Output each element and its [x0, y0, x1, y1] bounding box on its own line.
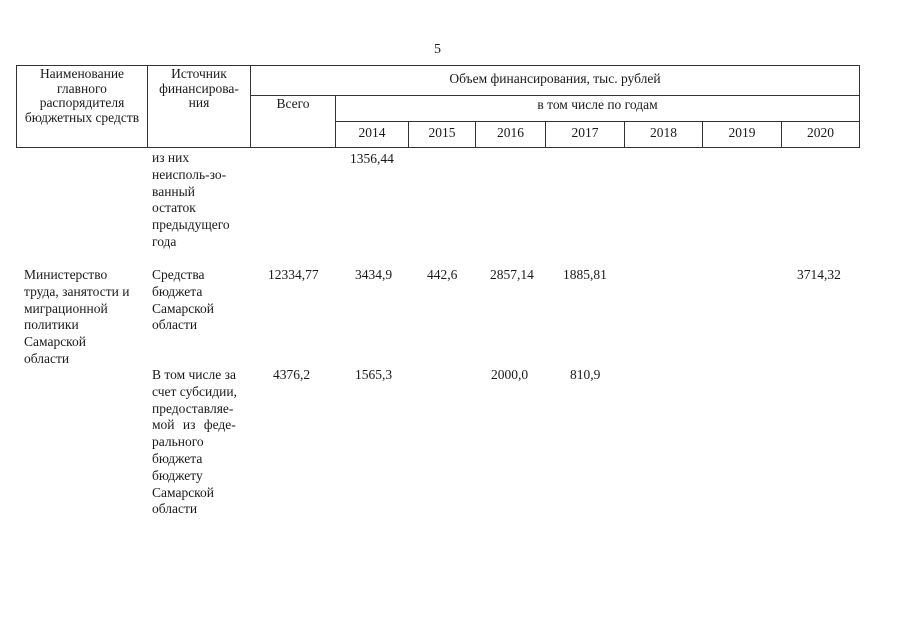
row-2-value-2017: 1885,81: [563, 267, 607, 282]
header-year-2016: 2016: [497, 125, 524, 140]
name-line: труда, занятости и: [24, 283, 130, 299]
row-2-total: 12334,77: [268, 267, 319, 282]
row-3-value-2017: 810,9: [570, 367, 601, 382]
source-line: мой из феде-: [152, 417, 236, 433]
header-year-2018: 2018: [650, 125, 677, 140]
header-year-2014: 2014: [358, 125, 386, 140]
row-3-total: 4376,2: [273, 367, 311, 382]
source-line: остаток: [152, 200, 196, 216]
row-3-value-2014: 1565,3: [355, 367, 393, 382]
row-2-value-2020: 3714,32: [797, 267, 841, 282]
source-line: предыдущего: [152, 217, 230, 233]
page-number: 5: [434, 42, 441, 57]
row-3-value-2016: 2000,0: [491, 367, 529, 382]
row-2-value-2016: 2857,14: [490, 267, 534, 282]
name-line: Самарской: [24, 334, 87, 350]
header-year-2017: 2017: [571, 125, 599, 140]
header-name-column: Наименование главного распорядителя бюджетных средств: [24, 66, 140, 125]
header-by-years: в том числе по годам: [537, 97, 658, 112]
source-line: рального: [152, 434, 204, 450]
name-line: Министерство: [24, 267, 108, 282]
source-line: В том числе за: [152, 367, 236, 382]
row-2-value-2015: 442,6: [427, 267, 458, 282]
source-line: счет субсидии,: [152, 383, 237, 399]
name-line: политики: [24, 317, 79, 333]
header-year-2015: 2015: [428, 125, 456, 140]
source-line: предоставляе-: [152, 400, 234, 416]
header-year-2020: 2020: [807, 125, 834, 140]
header-total: Всего: [276, 96, 310, 111]
source-line: бюджета: [152, 283, 203, 299]
row-1-source: [152, 150, 230, 251]
source-line: бюджета: [152, 450, 203, 466]
source-line: Самарской: [152, 300, 215, 316]
source-line: неисполь-зо-: [152, 166, 227, 182]
source-line: области: [152, 317, 198, 333]
source-line: года: [152, 233, 177, 249]
row-3-source: [152, 367, 250, 518]
source-line: из них: [152, 150, 190, 165]
source-line: Самарской: [152, 484, 215, 500]
row-2-source: [152, 267, 214, 334]
header-year-2019: 2019: [728, 125, 756, 140]
name-line: области: [24, 350, 70, 366]
source-line: Средства: [152, 267, 205, 282]
source-line: ванный: [152, 183, 195, 199]
name-line: миграционной: [24, 300, 108, 316]
row-1-value-2014: 1356,44: [350, 151, 394, 166]
header-source-column: Источник финансирова-ния: [159, 66, 239, 110]
source-line: области: [152, 501, 198, 517]
header-volume: Объем финансирования, тыс. рублей: [449, 71, 661, 86]
row-2-value-2014: 3434,9: [355, 267, 393, 282]
row-2-name: [24, 267, 129, 368]
source-line: бюджету: [152, 467, 203, 483]
